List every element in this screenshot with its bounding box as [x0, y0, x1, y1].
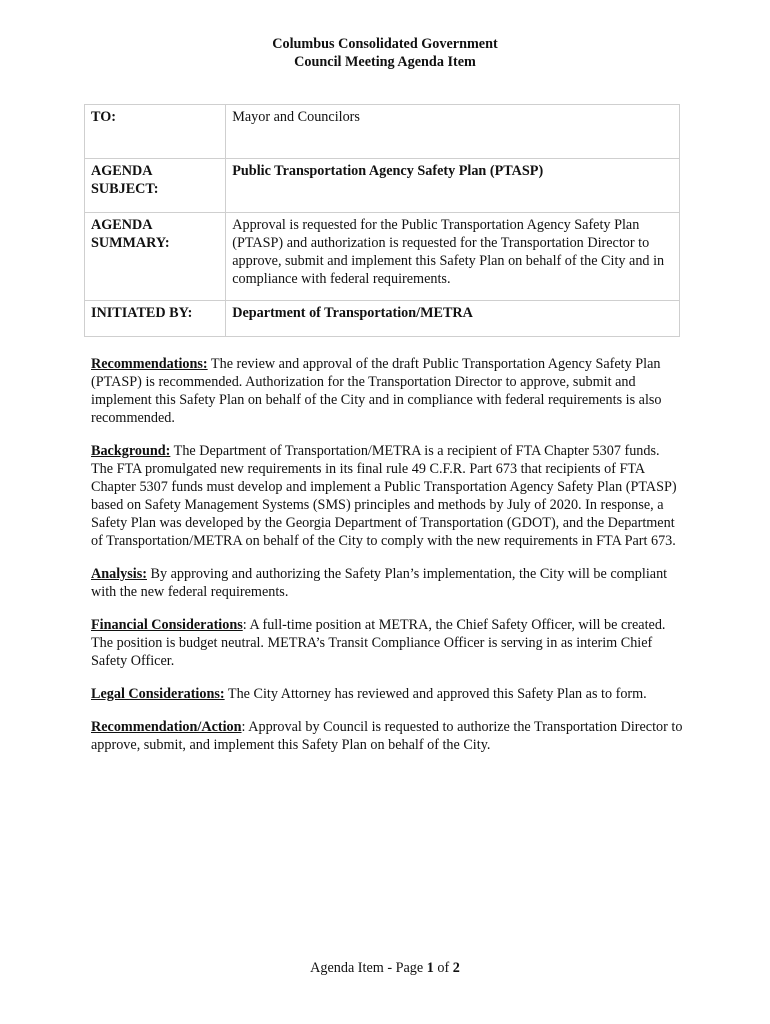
- organization-title: Columbus Consolidated Government: [272, 36, 498, 52]
- subject-label: AGENDA SUBJECT:: [85, 159, 226, 213]
- financial-heading: Financial Considerations: [91, 617, 243, 633]
- recommendations-heading: Recommendations:: [91, 356, 208, 372]
- summary-value: Approval is requested for the Public Transportation Agency Safety Plan (PTASP) and authorization is requested for the Transportation Director to approve, submit and implement this Safety Plan on behalf of the City and in compliance with federal requirements.: [226, 213, 680, 301]
- body-sections: [91, 355, 683, 769]
- footer-page-total: 2: [452, 960, 460, 976]
- background-text: The Department of Transportation/METRA is a recipient of FTA Chapter 5307 funds. The FTA promulgated new requirements in its final rule 49 C.F.R. Part 673 that recipients of FTA Chapter 5307 funds must develop and implement a Public Transportation Agency Safety Plan (PTASP) based on Safety Management Systems (SMS) principles and methods by July of 2020. In response, a Safety Plan was developed by the Georgia Department of Transportation (GDOT), and the Department of Transportation/METRA on behalf of the City to comply with the new requirements in FTA Part 673.: [91, 443, 677, 549]
- document-title: Council Meeting Agenda Item: [294, 54, 476, 70]
- legal-heading: Legal Considerations:: [91, 686, 225, 702]
- recommendations-text: The review and approval of the draft Public Transportation Agency Safety Plan (PTASP) is recommended. Authorization for the Transportation Director to approve, submit and implement this Safety Plan on behalf of the City and in compliance with federal requirements is also recommended.: [91, 356, 662, 426]
- agenda-info-table: [84, 104, 680, 337]
- action-heading: Recommendation/Action: [91, 719, 242, 735]
- page-footer: [0, 959, 770, 977]
- recommendations-section: [91, 355, 683, 427]
- footer-page-number: 1: [426, 960, 434, 976]
- initiated-value: Department of Transportation/METRA: [226, 301, 680, 337]
- analysis-heading: Analysis:: [91, 566, 147, 582]
- table-row-initiated: [85, 301, 680, 337]
- action-section: [91, 718, 683, 754]
- table-row-to: [85, 105, 680, 159]
- background-heading: Background:: [91, 443, 171, 459]
- legal-text: The City Attorney has reviewed and approved this Safety Plan as to form.: [224, 686, 647, 702]
- initiated-label: INITIATED BY:: [85, 301, 226, 337]
- document-header: [0, 35, 770, 71]
- summary-label: AGENDA SUMMARY:: [85, 213, 226, 301]
- action-text: : Approval by Council is requested to authorize the Transportation Director to approve, submit, and implement this Safety Plan on behalf of the City.: [91, 719, 683, 753]
- financial-section: [91, 616, 683, 670]
- subject-value: Public Transportation Agency Safety Plan (PTASP): [226, 159, 680, 213]
- to-label: TO:: [85, 105, 226, 159]
- financial-text: : A full-time position at METRA, the Chief Safety Officer, will be created. The position is budget neutral. METRA’s Transit Compliance Officer is serving in as interim Chief Safety Officer.: [91, 617, 666, 669]
- footer-of: of: [433, 960, 453, 976]
- to-value: Mayor and Councilors: [226, 105, 680, 159]
- legal-section: [91, 685, 683, 703]
- table-row-subject: [85, 159, 680, 213]
- analysis-text: By approving and authorizing the Safety Plan’s implementation, the City will be compliant with the new federal requirements.: [91, 566, 668, 600]
- table-row-summary: [85, 213, 680, 301]
- footer-prefix: Agenda Item - Page: [310, 960, 427, 976]
- analysis-section: [91, 565, 683, 601]
- background-section: [91, 442, 683, 550]
